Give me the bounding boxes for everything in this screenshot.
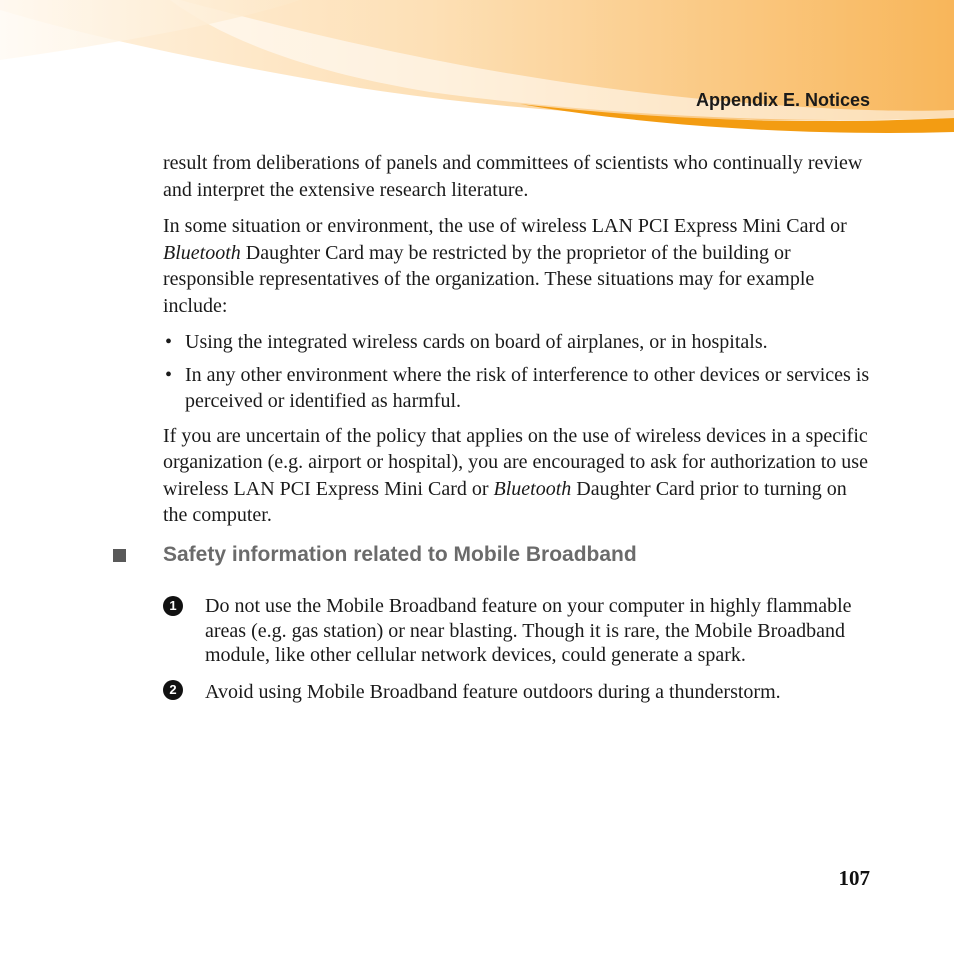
list-item: 1 Do not use the Mobile Broadband feature on your computer in highly flammable areas (e.g. gas station) or near blasting. Though it is rare, the Mobile Broadband module, like other cellular network devices, could generate a spark.: [163, 594, 875, 668]
section-title: Safety information related to Mobile Broadband: [163, 543, 637, 566]
page-number: 107: [838, 866, 870, 890]
list-item: 2 Avoid using Mobile Broadband feature outdoors during a thunderstorm.: [163, 678, 875, 706]
header-banner: [0, 0, 954, 140]
list-item: • In any other environment where the risk of interference to other devices or services is perceived or identified as harmful.: [165, 363, 870, 412]
body-content: [163, 150, 875, 539]
header-title: Appendix E. Notices: [695, 90, 870, 110]
circled-number-icon: 1: [163, 596, 183, 616]
square-bullet-icon: [113, 549, 126, 562]
paragraph-2: In some situation or environment, the use of wireless LAN PCI Express Mini Card or Bluetooth Daughter Card may be restricted by the proprietor of the building or responsible representatives of the organization. These situations may for example include:: [163, 215, 847, 317]
bullet-icon: •: [165, 331, 173, 353]
list-item: • Using the integrated wireless cards on board of airplanes, or in hospitals.: [163, 329, 875, 356]
circled-number-icon: 2: [163, 680, 183, 700]
paragraph-1: result from deliberations of panels and committees of scientists who continually review and interpret the extensive research literature.: [163, 152, 863, 201]
bullet-list: [163, 329, 875, 415]
numbered-list: [163, 594, 875, 716]
paragraph-3: If you are uncertain of the policy that applies on the use of wireless devices in a specific organization (e.g. airport or hospital), you are encouraged to ask for authorization to use wireless LAN PCI Express Mini Card or Bluetooth Daughter Card prior to turning on the computer.: [163, 424, 868, 526]
bullet-icon: •: [165, 363, 173, 386]
